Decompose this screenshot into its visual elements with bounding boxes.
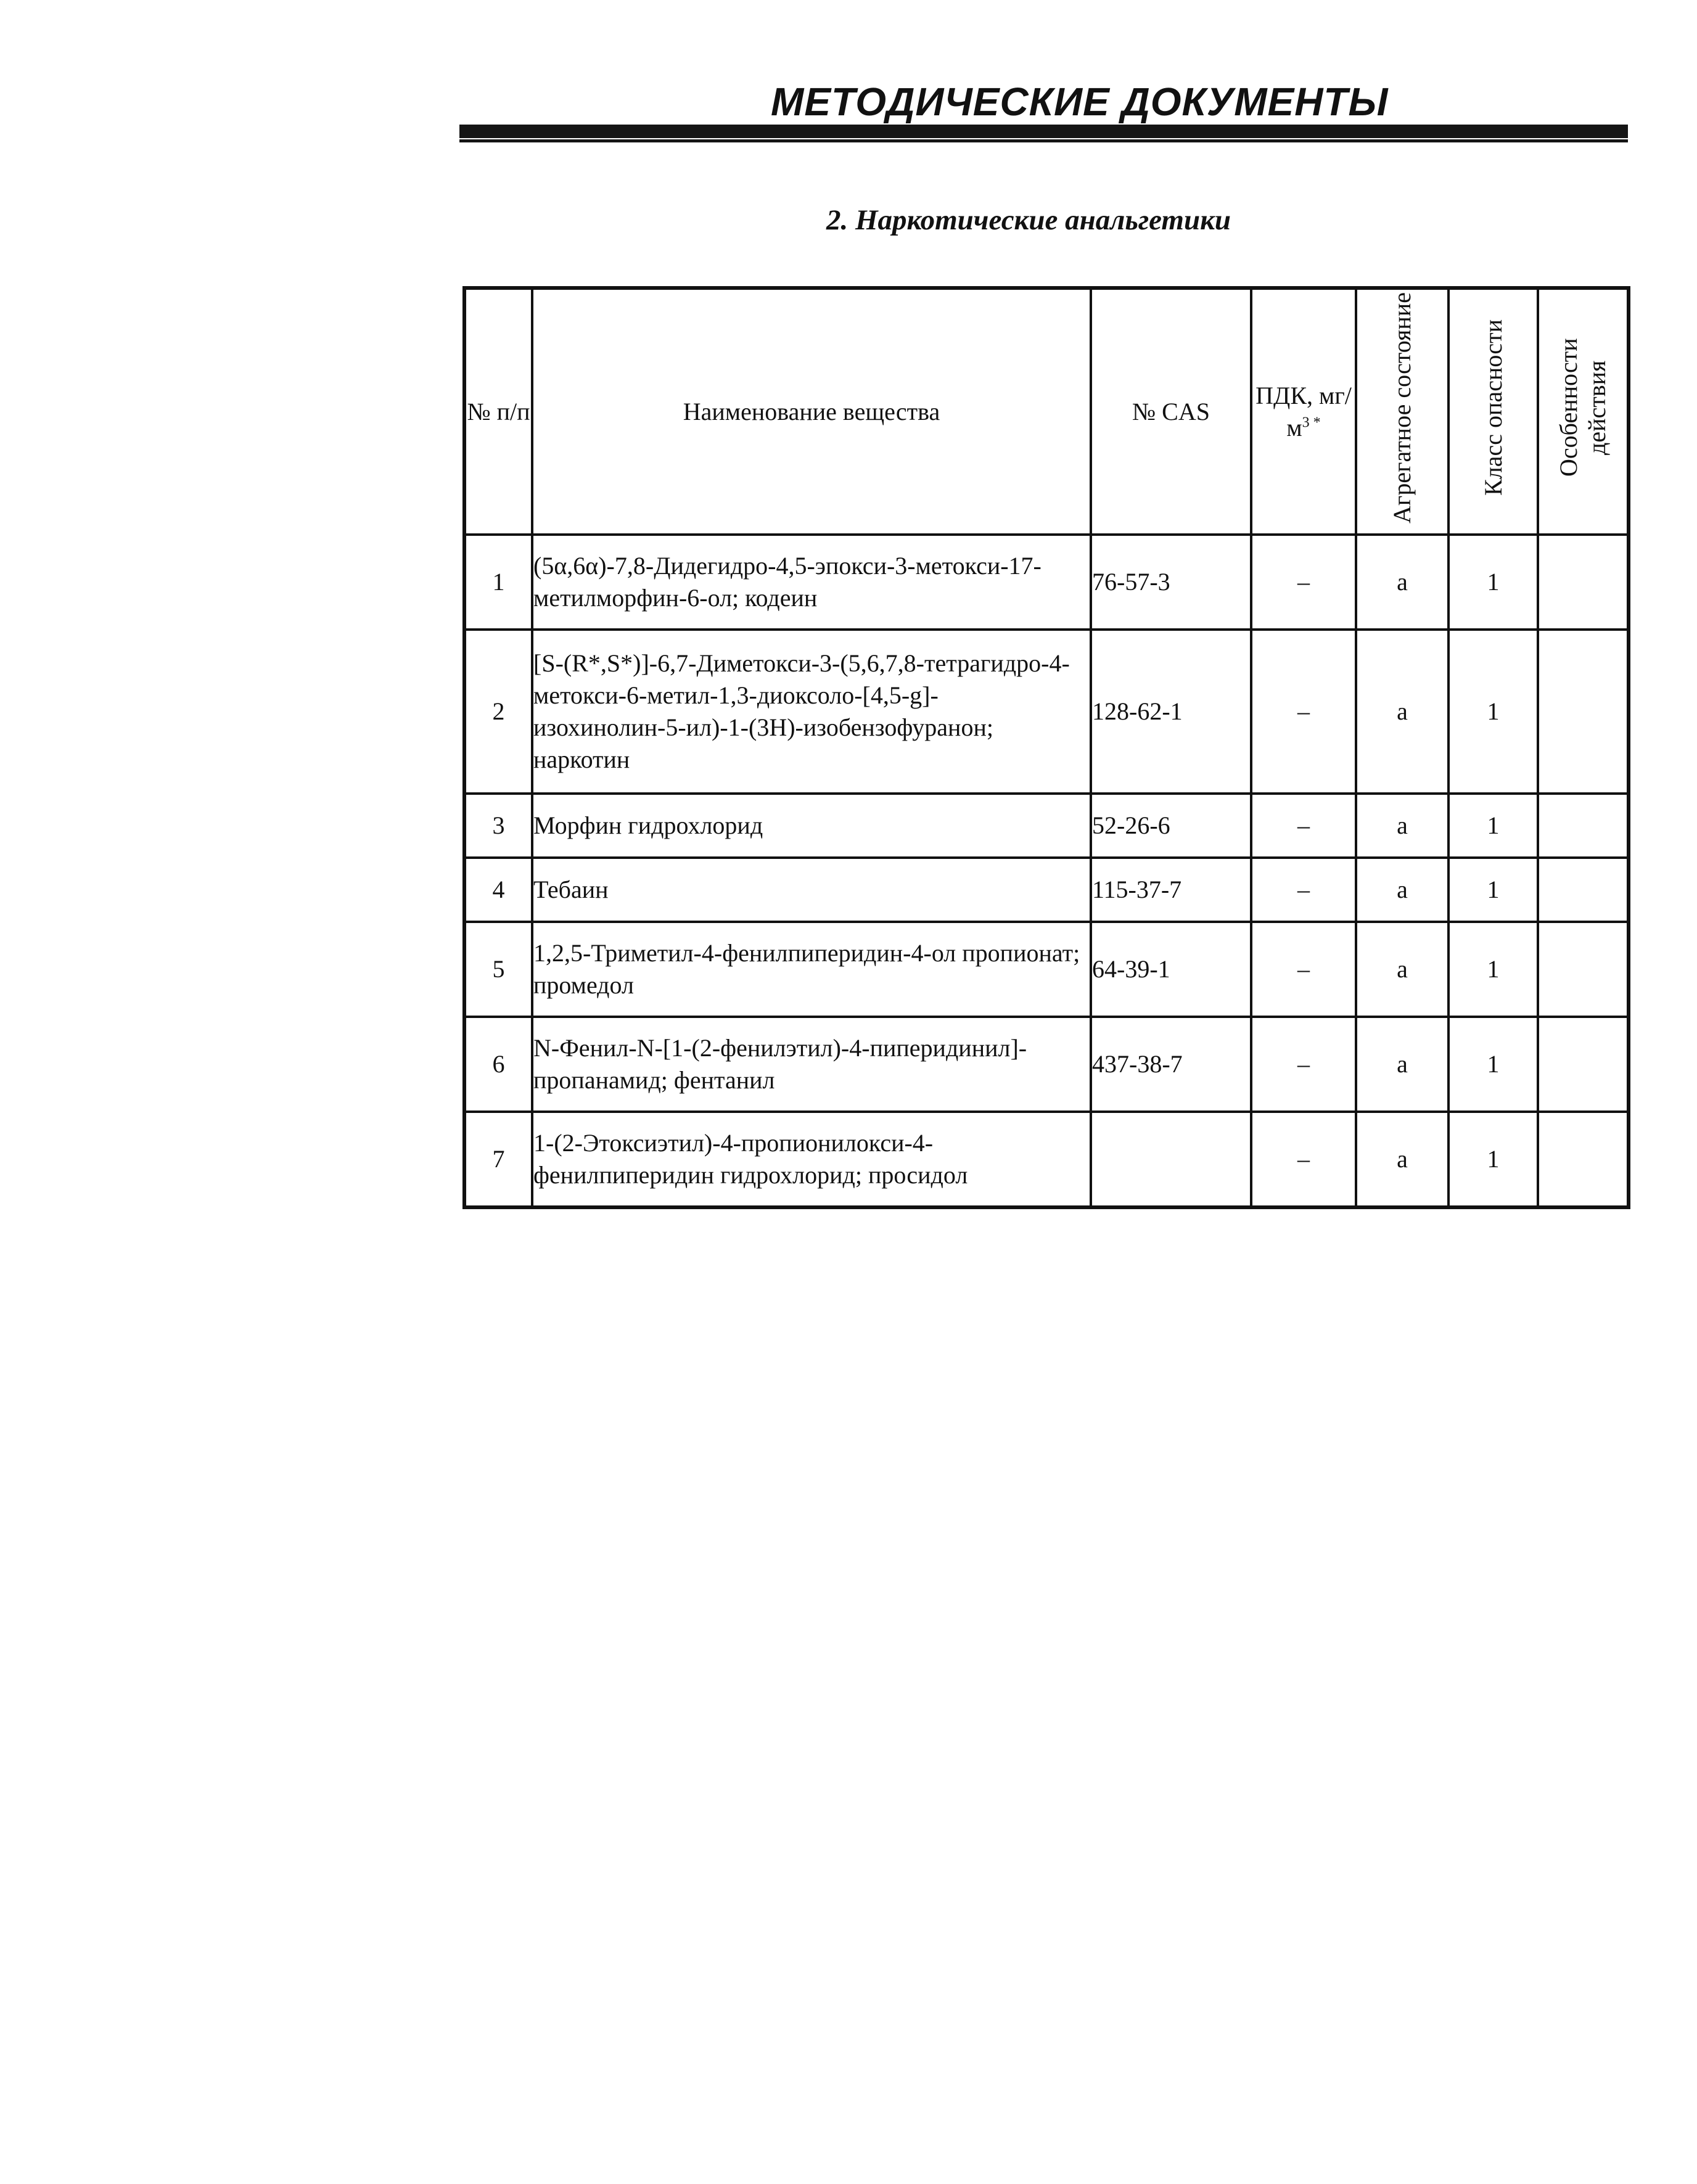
section-title: 2. Наркотические анальгетики <box>826 204 1231 236</box>
table-row <box>464 922 1629 1017</box>
table-row <box>464 630 1629 794</box>
row-num: 3 <box>464 794 532 858</box>
row-name: 1,2,5-Триметил-4-фенилпиперидин-4-ол пропионат; промедол <box>532 922 1091 1017</box>
table-row <box>464 1017 1629 1112</box>
column-header-state <box>1356 288 1448 535</box>
row-special <box>1538 922 1629 1017</box>
column-header-name: Наименование вещества <box>532 288 1091 535</box>
column-header-special <box>1538 288 1629 535</box>
row-class: 1 <box>1448 922 1538 1017</box>
row-state: а <box>1356 858 1448 922</box>
row-cas: 64-39-1 <box>1091 922 1251 1017</box>
row-pdk: – <box>1251 535 1356 630</box>
special-label: Особенности действия <box>1555 338 1611 477</box>
row-special <box>1538 794 1629 858</box>
row-special <box>1538 630 1629 794</box>
column-header-num: № п/п <box>464 288 532 535</box>
row-num: 1 <box>464 535 532 630</box>
table-row <box>464 794 1629 858</box>
row-state: а <box>1356 1017 1448 1112</box>
row-class: 1 <box>1448 858 1538 922</box>
row-special <box>1538 1017 1629 1112</box>
row-name: Тебаин <box>532 858 1091 922</box>
row-num: 2 <box>464 630 532 794</box>
row-class: 1 <box>1448 1017 1538 1112</box>
row-class: 1 <box>1448 794 1538 858</box>
table-header-row <box>464 288 1629 535</box>
table-row <box>464 535 1629 630</box>
row-state: а <box>1356 922 1448 1017</box>
row-name: N-Фенил-N-[1-(2-фенилэтил)-4-пиперидинил]-пропанамид; фентанил <box>532 1017 1091 1112</box>
row-pdk: – <box>1251 858 1356 922</box>
row-class: 1 <box>1448 630 1538 794</box>
row-state: а <box>1356 794 1448 858</box>
row-class: 1 <box>1448 1112 1538 1207</box>
column-header-pdk <box>1251 288 1356 535</box>
row-name: (5α,6α)-7,8-Дидегидро-4,5-эпокси-3-метокси-17-метилморфин-6-ол; кодеин <box>532 535 1091 630</box>
row-special <box>1538 858 1629 922</box>
row-num: 7 <box>464 1112 532 1207</box>
substances-table <box>462 286 1630 1209</box>
row-cas: 115-37-7 <box>1091 858 1251 922</box>
row-pdk: – <box>1251 794 1356 858</box>
row-cas: 52-26-6 <box>1091 794 1251 858</box>
row-cas: 128-62-1 <box>1091 630 1251 794</box>
row-class: 1 <box>1448 535 1538 630</box>
pdk-label: ПДК, мг/м <box>1255 381 1352 441</box>
row-special <box>1538 1112 1629 1207</box>
row-num: 4 <box>464 858 532 922</box>
header-rule-thin <box>459 139 1628 142</box>
row-pdk: – <box>1251 630 1356 794</box>
row-state: а <box>1356 535 1448 630</box>
pdk-superscript: 3 * <box>1302 414 1321 431</box>
class-label: Класс опасности <box>1479 319 1507 496</box>
header-title: МЕТОДИЧЕСКИЕ ДОКУМЕНТЫ <box>771 80 1389 124</box>
row-pdk: – <box>1251 922 1356 1017</box>
row-special <box>1538 535 1629 630</box>
row-name: Морфин гидрохлорид <box>532 794 1091 858</box>
row-num: 5 <box>464 922 532 1017</box>
table-row <box>464 858 1629 922</box>
row-cas <box>1091 1112 1251 1207</box>
substances-table-wrap <box>462 286 1627 1209</box>
table-row <box>464 1112 1629 1207</box>
state-label: Агрегатное состояние <box>1388 292 1416 523</box>
row-pdk: – <box>1251 1017 1356 1112</box>
row-name: [S-(R*,S*)]-6,7-Диметокси-3-(5,6,7,8-тетрагидро-4-метокси-6-метил-1,3-диоксоло-[4,5-g]-изохинолин-5-ил)-1-(3H)-изобензофуранон; наркотин <box>532 630 1091 794</box>
row-cas: 76-57-3 <box>1091 535 1251 630</box>
row-name: 1-(2-Этоксиэтил)-4-пропионилокси-4-фенилпиперидин гидрохлорид; просидол <box>532 1112 1091 1207</box>
column-header-class <box>1448 288 1538 535</box>
row-pdk: – <box>1251 1112 1356 1207</box>
row-state: а <box>1356 1112 1448 1207</box>
row-cas: 437-38-7 <box>1091 1017 1251 1112</box>
row-num: 6 <box>464 1017 532 1112</box>
header-rule <box>459 125 1628 138</box>
column-header-cas: № CAS <box>1091 288 1251 535</box>
row-state: а <box>1356 630 1448 794</box>
